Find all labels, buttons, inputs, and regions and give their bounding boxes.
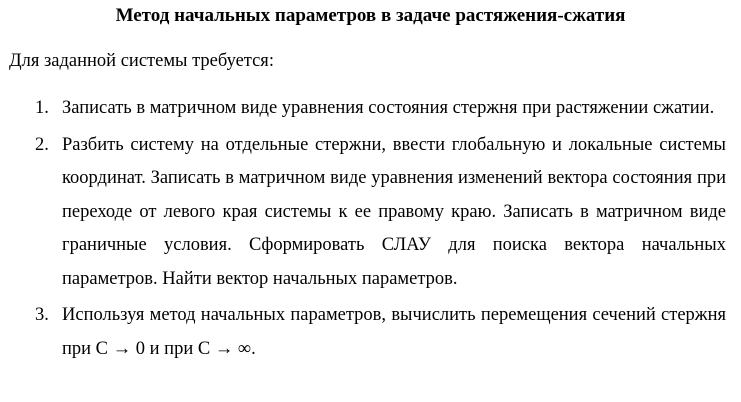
intro-text: Для заданной системы требуется: xyxy=(9,51,274,71)
task-number: 1. xyxy=(35,98,49,118)
task-item-2 xyxy=(0,129,741,297)
task-text: Разбить систему на отдельные стержни, ввести глобальную и локальные системы координат. Записать в матричном виде уравнения изменений вектора состояния при переходе от левого края системы к ее правому краю. Записать в матричном виде граничные условия. Сформировать СЛАУ для поиска вектора начальных параметров. Найти вектор начальных параметров. xyxy=(62,134,726,289)
task-number: 3. xyxy=(35,305,49,325)
task-text: Записать в матричном виде уравнения состояния стержня при растяжении сжатии. xyxy=(62,98,715,118)
task-item-1 xyxy=(0,92,741,126)
document-title: Метод начальных параметров в задаче растяжения-сжатия xyxy=(115,5,626,26)
task-list xyxy=(0,92,741,369)
task-text: Используя метод начальных параметров, вычислить перемещения сечений стержня при C → 0 и при C → ∞. xyxy=(62,305,726,359)
task-number: 2. xyxy=(35,134,49,155)
task-item-3 xyxy=(0,299,741,366)
